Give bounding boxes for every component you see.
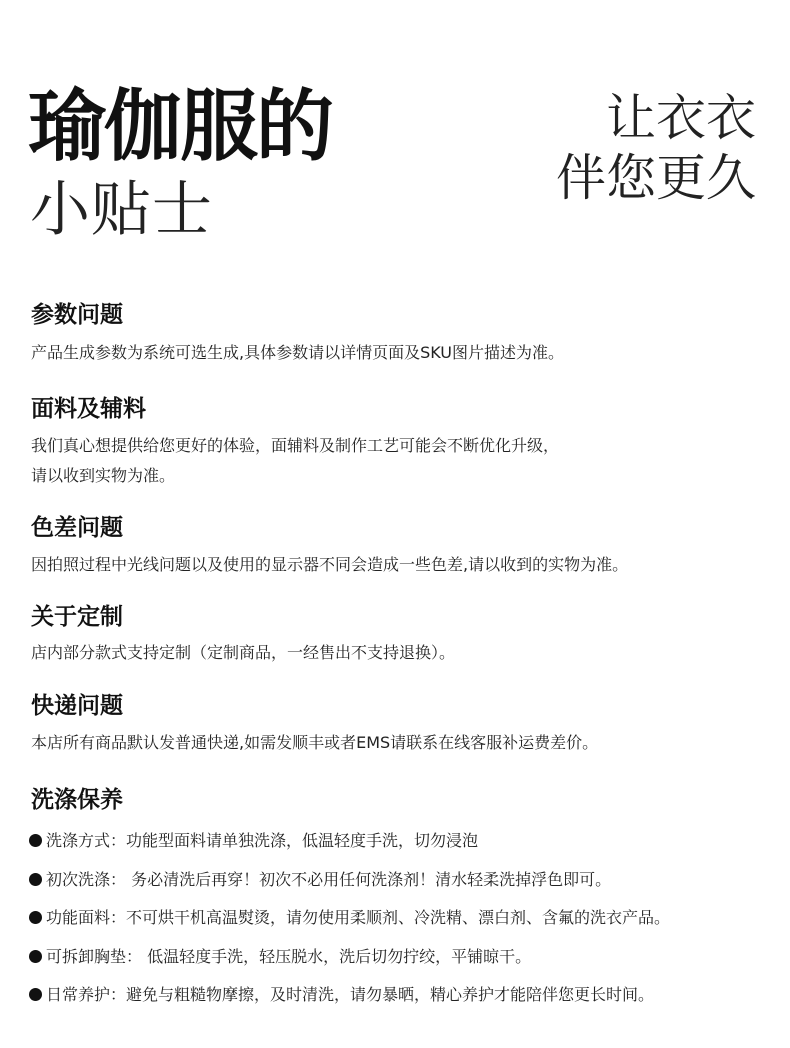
section-text-fabric-line-2: 请以收到实物为准。 [31, 466, 176, 485]
page-title: 瑜伽服的 [28, 82, 333, 172]
section-text-shipping: 本店所有商品默认发普通快递,如需发顺丰或者EMS请联系在线客服补运费差价。 [31, 733, 599, 752]
section-title-care: 洗涤保养 [31, 787, 123, 813]
slogan-line-1: 让衣衣 [606, 89, 756, 147]
care-item-washing-method [29, 829, 670, 868]
care-item-removable-pad [29, 945, 670, 984]
bullet-icon [29, 834, 42, 847]
care-item-text: 功能面料：不可烘干机高温熨烫，请勿使用柔顺剂、冷洗精、漂白剂、含氟的洗衣产品。 [46, 908, 671, 927]
care-item-text: 洗涤方式：功能型面料请单独洗涤，低温轻度手洗，切勿浸泡 [46, 831, 479, 850]
bullet-icon [29, 950, 42, 963]
section-title-customization: 关于定制 [31, 604, 123, 630]
slogan [556, 88, 756, 208]
section-text-customization: 店内部分款式支持定制（定制商品，一经售出不支持退换）。 [31, 643, 456, 662]
page-subtitle: 小贴士 [30, 175, 213, 245]
bullet-icon [29, 911, 42, 924]
care-item-text: 可拆卸胸垫： 低温轻度手洗，轻压脱水，洗后切勿拧绞，平铺晾干。 [46, 946, 532, 966]
bullet-icon [29, 988, 42, 1001]
care-item-text: 日常养护：避免与粗糙物摩擦，及时清洗，请勿暴晒，精心养护才能陪伴您更长时间。 [46, 985, 655, 1004]
care-item-first-wash [29, 868, 670, 907]
section-text-fabric-line-1: 我们真心想提供给您更好的体验，面辅料及制作工艺可能会不断优化升级， [31, 436, 560, 455]
care-item-functional-fabric [29, 906, 670, 945]
section-text-color-difference: 因拍照过程中光线问题以及使用的显示器不同会造成一些色差,请以收到的实物为准。 [31, 555, 629, 574]
care-item-text: 初次洗涤： 务必清洗后再穿！初次不必用任何洗涤剂！清水轻柔洗掉浮色即可。 [46, 869, 612, 889]
care-list [29, 829, 670, 1022]
section-title-color-difference: 色差问题 [31, 515, 123, 541]
slogan-line-2: 伴您更久 [556, 149, 756, 207]
section-title-parameters: 参数问题 [31, 302, 123, 328]
bullet-icon [29, 873, 42, 886]
care-item-daily-care [29, 983, 670, 1022]
section-title-fabric: 面料及辅料 [31, 396, 146, 422]
section-text-parameters: 产品生成参数为系统可选生成,具体参数请以详情页面及SKU图片描述为准。 [31, 343, 565, 362]
section-title-shipping: 快递问题 [31, 693, 123, 719]
